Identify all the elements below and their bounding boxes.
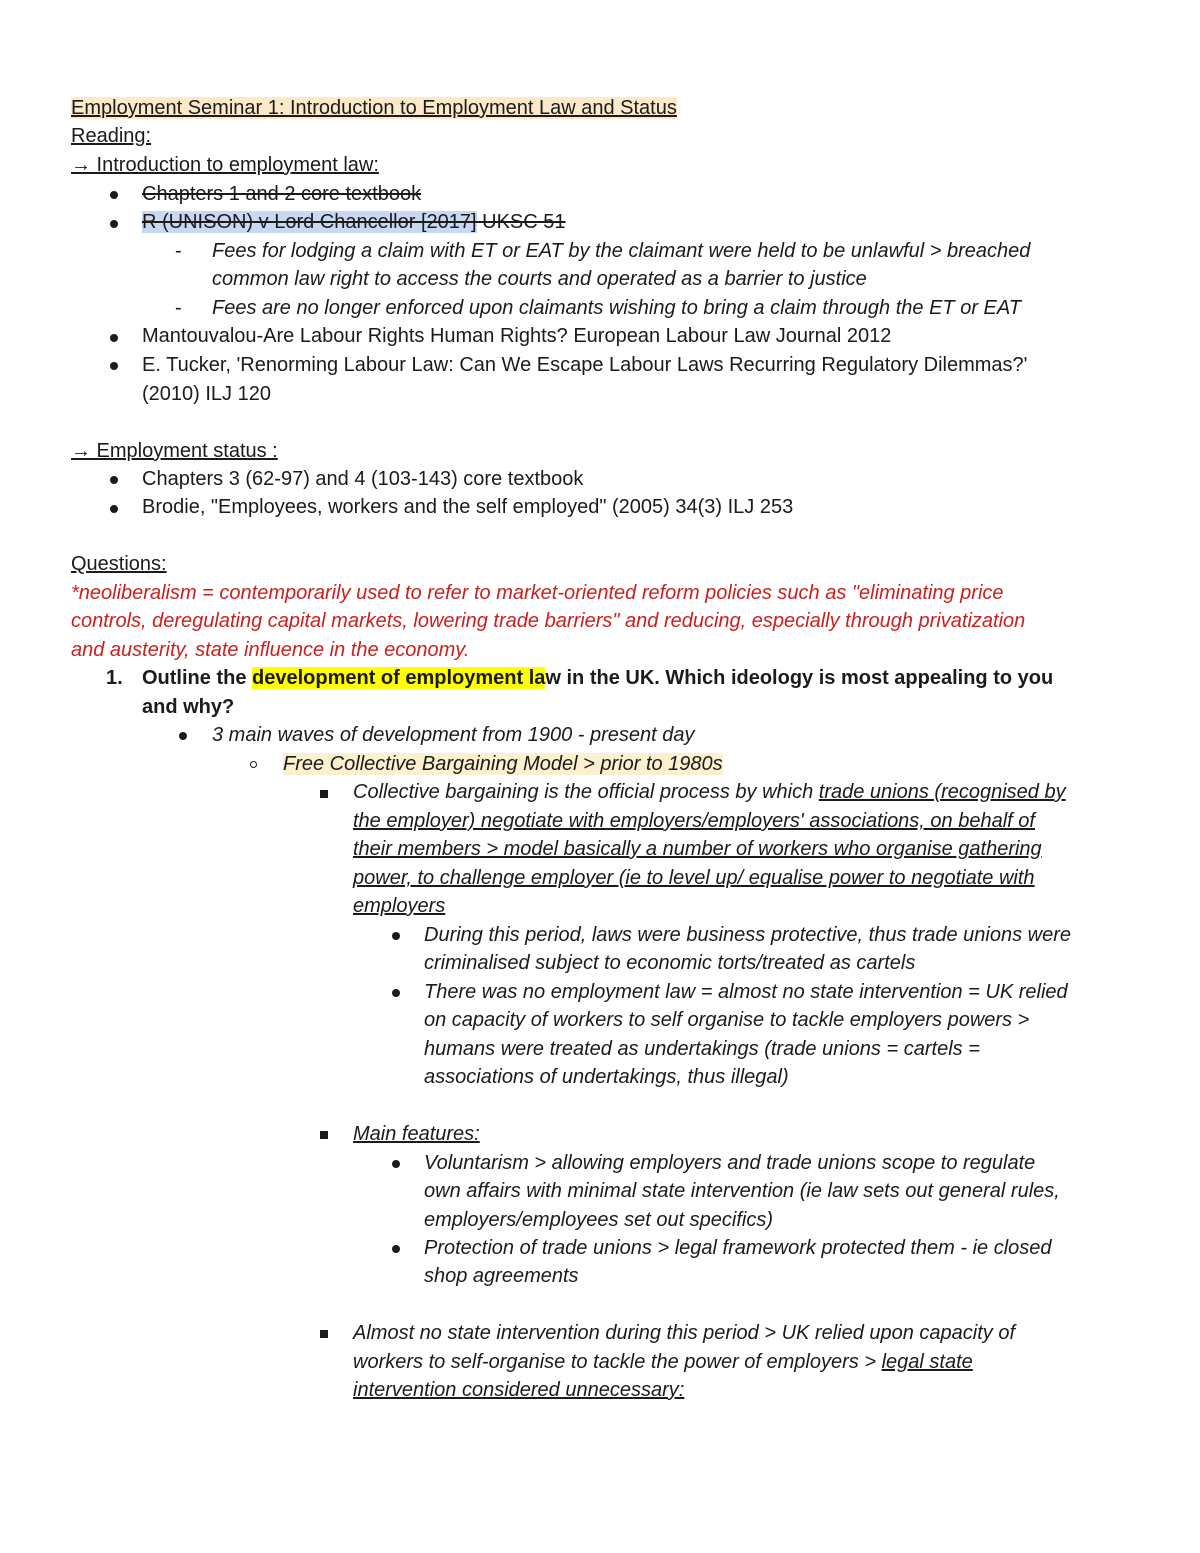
model-line: Free Collective Bargaining Model > prior to 1980s: [283, 753, 723, 775]
questions-label: Questions:: [71, 553, 167, 575]
intro-item-unison: R (UNISON) v Lord Chancellor [2017] UKSC 51: [142, 211, 566, 233]
feature-1b: own affairs with minimal state intervention (ie law sets out general rules,: [424, 1180, 1060, 1202]
bullet-icon: [110, 362, 118, 370]
waves-line: 3 main waves of development from 1900 - present day: [212, 724, 695, 746]
collective-bargaining-3: their members > model basically a number of workers who organise gathering: [353, 838, 1042, 860]
unison-note-1a: Fees for lodging a claim with ET or EAT by the claimant were held to be unlawful > breached: [212, 240, 1031, 262]
document-title: Employment Seminar 1: Introduction to Employment Law and Status: [71, 97, 677, 119]
neoliberalism-note-1: *neoliberalism = contemporarily used to refer to market-oriented reform policies such as "eliminating price: [71, 582, 1004, 604]
bullet-icon: [110, 220, 118, 228]
cb-point-2c: humans were treated as undertakings (trade unions = cartels =: [424, 1038, 980, 1060]
bullet-icon: [110, 334, 118, 342]
bullet-icon: [110, 476, 118, 484]
state-intervention-1: Almost no state intervention during this period > UK relied upon capacity of: [353, 1322, 1016, 1344]
question-1-line-2: and why?: [142, 696, 235, 718]
intro-item-tucker-2: (2010) ILJ 120: [142, 383, 271, 405]
unison-note-2: Fees are no longer enforced upon claimants wishing to bring a claim through the ET or EAT: [212, 297, 1021, 319]
cb-point-1a: During this period, laws were business protective, thus trade unions were: [424, 924, 1071, 946]
circle-bullet-icon: [250, 761, 257, 768]
neoliberalism-note-3: and austerity, state influence in the economy.: [71, 639, 470, 661]
square-bullet-icon: [320, 1330, 328, 1338]
reading-label: Reading:: [71, 125, 152, 147]
collective-bargaining-1: Collective bargaining is the official process by which trade unions (recognised by: [353, 781, 1066, 803]
feature-1c: employers/employees set out specifics): [424, 1209, 774, 1231]
feature-1a: Voluntarism > allowing employers and trade unions scope to regulate: [424, 1152, 1036, 1174]
cb-point-2d: associations of undertakings, thus illegal): [424, 1066, 789, 1088]
cb-point-2b: on capacity of workers to self organise to tackle employers powers >: [424, 1009, 1030, 1031]
intro-item-mantouvalou: Mantouvalou-Are Labour Rights Human Rights? European Labour Law Journal 2012: [142, 325, 892, 347]
cb-point-2a: There was no employment law = almost no state intervention = UK relied: [424, 981, 1068, 1003]
question-1-line-1: Outline the development of employment law in the UK. Which ideology is most appealing to you: [142, 667, 1054, 689]
bullet-icon: [179, 732, 187, 740]
status-item-brodie: Brodie, "Employees, workers and the self employed" (2005) 34(3) ILJ 253: [142, 496, 794, 518]
question-number: 1.: [106, 667, 123, 689]
unison-note-1b: common law right to access the courts and operated as a barrier to justice: [212, 268, 867, 290]
neoliberalism-note-2: controls, deregulating capital markets, lowering trade barriers" and reducing, especially through privatization: [71, 610, 1026, 632]
feature-2a: Protection of trade unions > legal framework protected them - ie closed: [424, 1237, 1052, 1259]
bullet-icon: [110, 191, 118, 199]
intro-item-chapters: Chapters 1 and 2 core textbook: [142, 183, 422, 205]
main-features-label: Main features:: [353, 1123, 480, 1145]
bullet-icon: [392, 932, 400, 940]
square-bullet-icon: [320, 790, 328, 798]
collective-bargaining-4: power, to challenge employer (ie to level up/ equalise power to negotiate with: [353, 867, 1035, 889]
collective-bargaining-5: employers: [353, 895, 446, 917]
intro-heading: → Introduction to employment law:: [71, 154, 379, 176]
status-item-chapters: Chapters 3 (62-97) and 4 (103-143) core textbook: [142, 468, 584, 490]
bullet-icon: [110, 505, 118, 513]
collective-bargaining-2: the employer) negotiate with employers/employers' associations, on behalf of: [353, 810, 1035, 832]
cb-point-1b: criminalised subject to economic torts/treated as cartels: [424, 952, 916, 974]
square-bullet-icon: [320, 1131, 328, 1139]
bullet-icon: [392, 1245, 400, 1253]
status-heading: → Employment status :: [71, 440, 278, 462]
state-intervention-3: intervention considered unnecessary:: [353, 1379, 685, 1401]
feature-2b: shop agreements: [424, 1265, 579, 1287]
dash-icon: -: [175, 297, 182, 319]
intro-item-tucker-1: E. Tucker, 'Renorming Labour Law: Can We Escape Labour Laws Recurring Regulatory Dilemmas?': [142, 354, 1028, 376]
dash-icon: -: [175, 240, 182, 262]
bullet-icon: [392, 1160, 400, 1168]
state-intervention-2: workers to self-organise to tackle the power of employers > legal state: [353, 1351, 973, 1373]
bullet-icon: [392, 989, 400, 997]
